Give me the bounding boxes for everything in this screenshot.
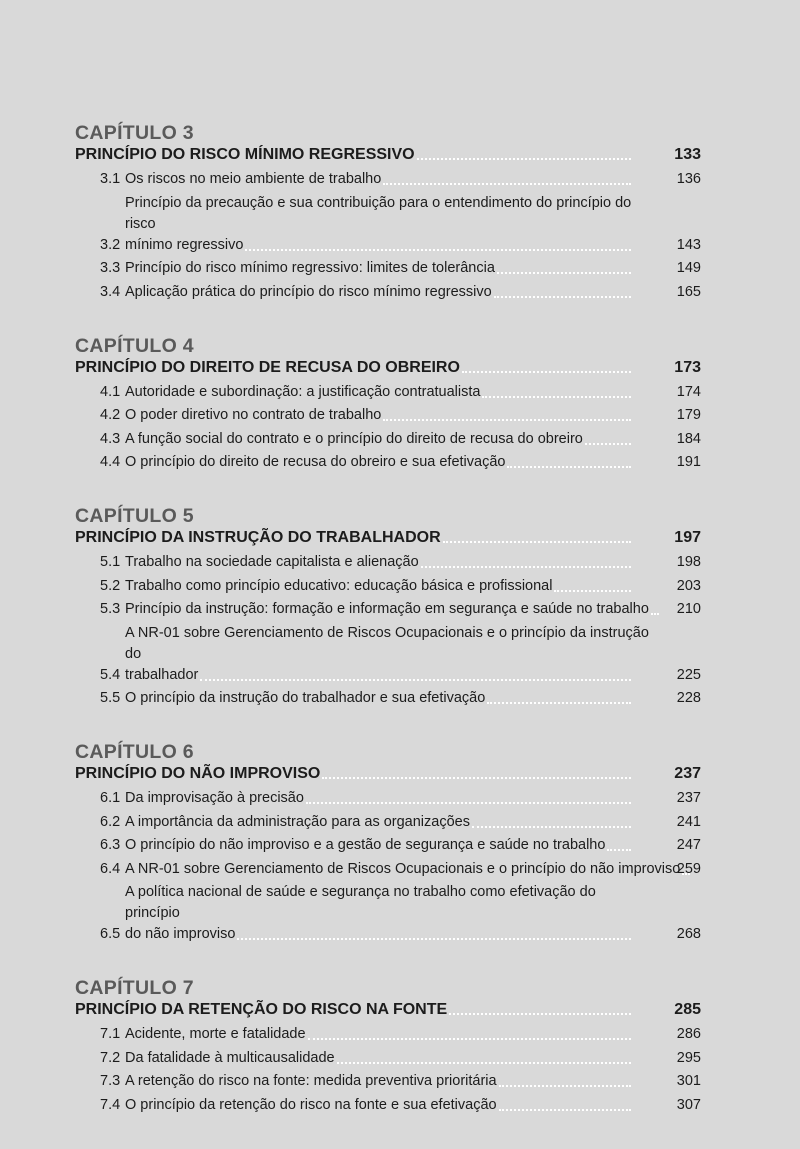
leader-line <box>125 382 653 403</box>
leader-line <box>125 552 653 573</box>
page-number: 197 <box>674 529 701 546</box>
section-title-line: Princípio da instrução: formação e informação em segurança e saúde no trabalho <box>125 601 649 617</box>
section-entry <box>75 1071 701 1092</box>
section-number: 4.1 <box>100 383 121 400</box>
section-title-line: A NR-01 sobre Gerenciamento de Riscos Ocupacionais e o princípio do não improviso <box>125 860 681 877</box>
chapter-title <box>75 357 653 378</box>
section-number: 6.1 <box>100 790 121 806</box>
section-entry <box>75 599 701 620</box>
page-number: 237 <box>674 765 701 782</box>
dot-leader <box>682 873 690 875</box>
leader-line <box>75 999 653 1020</box>
page-number: 149 <box>676 260 701 276</box>
dot-leader <box>449 1013 631 1015</box>
section-title <box>125 258 653 279</box>
section-title <box>125 1071 653 1092</box>
section-title <box>125 835 653 856</box>
chapter-title-text: PRINCÍPIO DA INSTRUÇÃO DO TRABALHADOR <box>75 529 441 546</box>
dot-leader <box>308 1038 631 1040</box>
section-number: 7.2 <box>100 1049 121 1066</box>
section-title <box>125 882 653 945</box>
section-entry <box>75 1048 701 1069</box>
dot-leader <box>499 1085 631 1087</box>
page-number: 228 <box>676 690 701 706</box>
section-number: 6.3 <box>100 837 121 853</box>
leader-line <box>125 599 653 620</box>
dot-leader <box>200 679 631 681</box>
page-number: 136 <box>676 171 701 187</box>
chapter-title-text: PRINCÍPIO DO NÃO IMPROVISO <box>75 765 321 782</box>
section-title <box>125 788 653 809</box>
dot-leader <box>322 777 631 779</box>
section-entry <box>75 552 701 573</box>
section-title-line: O princípio do não improviso e a gestão de segurança e saúde no trabalho <box>125 837 606 853</box>
page-number: 165 <box>676 283 701 300</box>
chapter-title-text: PRINCÍPIO DA RETENÇÃO DO RISCO NA FONTE <box>75 1001 448 1018</box>
chapter-label: CAPÍTULO 3 <box>75 122 194 144</box>
section-number: 6.4 <box>100 860 121 877</box>
section-entry <box>75 282 701 303</box>
section-title <box>125 169 653 190</box>
dot-leader <box>482 396 631 398</box>
section-entry <box>75 859 701 880</box>
page-number: 259 <box>676 860 701 877</box>
dot-leader <box>237 938 631 940</box>
leader-line <box>125 1071 653 1092</box>
section-title-line: Acidente, morte e fatalidade <box>125 1026 306 1042</box>
section-title-line: Princípio do risco mínimo regressivo: limites de tolerância <box>125 260 495 276</box>
chapter-block <box>75 505 701 709</box>
section-number: 4.4 <box>100 454 121 470</box>
section-number: 5.3 <box>100 601 121 617</box>
section-title-line: O princípio do direito de recusa do obreiro e sua efetivação <box>125 454 506 470</box>
section-entry <box>75 688 701 709</box>
section-entry <box>75 882 701 945</box>
section-entry <box>75 812 701 833</box>
chapter-title-row <box>75 999 701 1020</box>
leader-line <box>125 812 653 833</box>
page-number: 225 <box>676 666 701 683</box>
leader-line <box>125 665 653 686</box>
section-number: 5.5 <box>100 690 121 706</box>
dot-leader <box>383 183 631 185</box>
section-title-line: do não improviso <box>125 926 236 942</box>
chapter-title-text: PRINCÍPIO DO DIREITO DE RECUSA DO OBREIRO <box>75 358 460 376</box>
section-number: 5.4 <box>100 666 121 683</box>
section-title-line: Autoridade e subordinação: a justificação contratualista <box>125 383 481 400</box>
leader-line <box>75 527 653 548</box>
page-number: 179 <box>676 407 701 423</box>
chapter-block <box>75 977 701 1116</box>
section-entry <box>75 429 701 450</box>
section-number: 4.3 <box>100 430 121 447</box>
section-number: 3.4 <box>100 283 121 300</box>
chapter-label: CAPÍTULO 6 <box>75 741 194 763</box>
chapter-title-row <box>75 527 701 548</box>
section-title-line: trabalhador <box>125 666 199 683</box>
chapter-block <box>75 335 701 474</box>
chapter-block <box>75 122 701 303</box>
page-number: 285 <box>674 1001 701 1018</box>
section-title-line: O princípio da retenção do risco na fonte e sua efetivação <box>125 1096 497 1113</box>
leader-line <box>125 859 681 880</box>
page-number: 295 <box>676 1049 701 1066</box>
section-title <box>125 812 653 833</box>
leader-line <box>75 144 653 165</box>
chapter-title <box>75 763 653 784</box>
section-entry <box>75 1024 701 1045</box>
dot-leader <box>487 702 631 704</box>
chapter-title-row <box>75 357 701 378</box>
chapter-title-row <box>75 144 701 165</box>
section-entry <box>75 576 701 597</box>
section-title <box>125 688 653 709</box>
section-title-line: Os riscos no meio ambiente de trabalho <box>125 171 382 187</box>
leader-line <box>125 835 653 856</box>
section-title <box>125 282 653 303</box>
dot-leader <box>554 590 631 592</box>
section-title-line: A importância da administração para as organizações <box>125 813 470 830</box>
page-number: 268 <box>676 926 701 942</box>
leader-line <box>75 357 653 378</box>
section-title <box>125 1095 653 1116</box>
chapter-block <box>75 741 701 945</box>
dot-leader <box>417 158 631 160</box>
chapter-title <box>75 527 653 548</box>
dot-leader <box>245 249 631 251</box>
leader-line <box>125 282 653 303</box>
dot-leader <box>499 1109 631 1111</box>
section-title-line: A retenção do risco na fonte: medida preventiva prioritária <box>125 1073 497 1089</box>
section-title <box>125 429 653 450</box>
section-title-line: A NR-01 sobre Gerenciamento de Riscos Ocupacionais e o princípio da instrução do <box>125 624 649 662</box>
table-of-contents <box>75 122 701 1148</box>
section-number: 5.2 <box>100 577 121 594</box>
section-title <box>125 623 653 686</box>
leader-line <box>125 169 653 190</box>
section-title <box>125 405 653 426</box>
section-entry <box>75 258 701 279</box>
section-number: 5.1 <box>100 554 121 570</box>
leader-line <box>125 258 653 279</box>
page-number: 301 <box>676 1073 701 1089</box>
section-entry <box>75 452 701 473</box>
leader-line <box>125 1095 653 1116</box>
page-number: 191 <box>676 454 701 470</box>
section-title <box>125 1048 653 1069</box>
chapter-label: CAPÍTULO 4 <box>75 334 194 357</box>
dot-leader <box>421 566 631 568</box>
dot-leader <box>585 443 631 445</box>
chapter-title <box>75 144 653 165</box>
page-number: 203 <box>676 577 701 594</box>
section-number: 6.2 <box>100 813 121 830</box>
dot-leader <box>497 272 631 274</box>
page-number: 286 <box>676 1026 701 1042</box>
dot-leader <box>306 802 631 804</box>
section-entry <box>75 405 701 426</box>
page-number: 133 <box>674 146 701 163</box>
section-number: 3.1 <box>100 171 121 187</box>
page-number: 184 <box>676 430 701 447</box>
section-title-line: Princípio da precaução e sua contribuição para o entendimento do princípio do risco <box>125 194 632 232</box>
section-entry <box>75 193 701 256</box>
dot-leader <box>607 849 631 851</box>
section-entry <box>75 1095 701 1116</box>
section-title-line: A política nacional de saúde e segurança no trabalho como efetivação do princípio <box>125 884 596 921</box>
section-title-line: Trabalho na sociedade capitalista e alienação <box>125 554 419 570</box>
section-number: 6.5 <box>100 926 121 942</box>
page-number: 173 <box>674 358 701 376</box>
leader-line <box>125 405 653 426</box>
section-title <box>125 599 653 620</box>
dot-leader <box>494 296 631 298</box>
section-title-line: O poder diretivo no contrato de trabalho <box>125 407 382 423</box>
dot-leader <box>507 466 631 468</box>
chapter-title-text: PRINCÍPIO DO RISCO MÍNIMO REGRESSIVO <box>75 146 415 163</box>
section-number: 7.4 <box>100 1096 121 1113</box>
section-title-line: Aplicação prática do princípio do risco mínimo regressivo <box>125 283 492 300</box>
dot-leader <box>651 613 659 615</box>
section-number: 7.3 <box>100 1073 121 1089</box>
section-title <box>125 382 653 403</box>
section-entry <box>75 623 701 686</box>
section-entry <box>75 788 701 809</box>
leader-line <box>125 429 653 450</box>
section-title-line: O princípio da instrução do trabalhador e sua efetivação <box>125 690 486 706</box>
dot-leader <box>337 1062 631 1064</box>
page-number: 174 <box>676 383 701 400</box>
page-number: 241 <box>676 813 701 830</box>
chapter-label: CAPÍTULO 5 <box>75 505 194 527</box>
section-title-line: Da fatalidade à multicausalidade <box>125 1049 335 1066</box>
dot-leader <box>383 419 631 421</box>
section-title-line: Trabalho como princípio educativo: educação básica e profissional <box>125 577 553 594</box>
page-number: 198 <box>676 554 701 570</box>
page-number: 247 <box>676 837 701 853</box>
section-number: 7.1 <box>100 1026 121 1042</box>
page-number: 307 <box>676 1096 701 1113</box>
page-number: 210 <box>676 601 701 617</box>
page-number: 237 <box>676 790 701 806</box>
section-number: 4.2 <box>100 407 121 423</box>
dot-leader <box>462 371 631 373</box>
section-title <box>125 452 653 473</box>
section-title <box>125 859 681 880</box>
section-entry <box>75 835 701 856</box>
leader-line <box>125 576 653 597</box>
leader-line <box>125 788 653 809</box>
leader-line <box>125 235 653 256</box>
leader-line <box>75 763 653 784</box>
section-title <box>125 1024 653 1045</box>
section-title-line: mínimo regressivo <box>125 236 244 253</box>
section-title <box>125 193 653 256</box>
section-entry <box>75 382 701 403</box>
section-title-line: A função social do contrato e o princípio do direito de recusa do obreiro <box>125 430 583 447</box>
chapter-title <box>75 999 653 1020</box>
section-number: 3.2 <box>100 236 121 253</box>
chapter-title-row <box>75 763 701 784</box>
leader-line <box>125 924 653 945</box>
leader-line <box>125 452 653 473</box>
leader-line <box>125 688 653 709</box>
dot-leader <box>443 541 631 543</box>
chapter-label: CAPÍTULO 7 <box>75 977 194 999</box>
dot-leader <box>472 826 631 828</box>
section-title <box>125 576 653 597</box>
page-number: 143 <box>676 236 701 253</box>
section-entry <box>75 169 701 190</box>
leader-line <box>125 1024 653 1045</box>
section-title <box>125 552 653 573</box>
leader-line <box>125 1048 653 1069</box>
section-number: 3.3 <box>100 260 121 276</box>
section-title-line: Da improvisação à precisão <box>125 790 304 806</box>
